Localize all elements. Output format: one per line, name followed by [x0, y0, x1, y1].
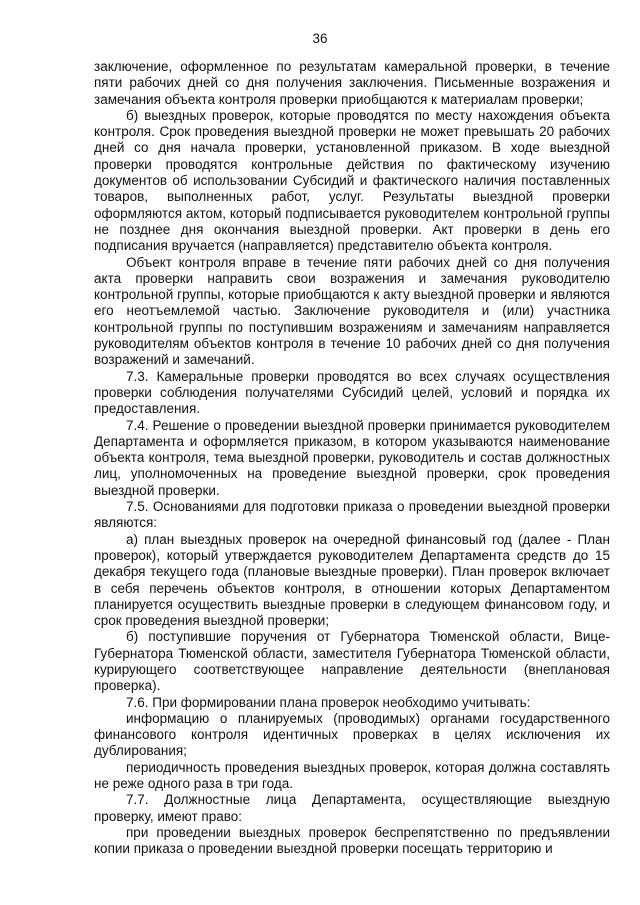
document-body: [94, 59, 610, 858]
paragraph: 7.6. При формировании плана проверок необходимо учитывать:: [126, 694, 531, 710]
paragraph: 7.3. Камеральные проверки проводятся во всех случаях осуществления проверки соблюдения получателями Субсидий целей, условий и порядка их предоставления.: [94, 368, 610, 417]
page-number: 36: [312, 31, 328, 46]
paragraph: 7.4. Решение о проведении выездной проверки принимается руководителем Департамента и оформляется приказом, в котором указываются наименование объекта контроля, тема выездной проверки, руководитель и состав должностных лиц, уполномоченных на проведение выездной проверки, срок проведения выездной проверки.: [94, 417, 610, 498]
paragraph: 7.5. Основаниями для подготовки приказа о проведении выездной проверки являются:: [94, 499, 610, 531]
paragraph: а) план выездных проверок на очередной финансовый год (далее - План проверок), который утверждается руководителем Департамента средств до 15 декабря текущего года (плановые выездные проверки). План проверок включает в себя перечень объектов контроля, в отношении которых Департаментом планируется осуществить выездные проверки в следующем финансовом году, и срок проведения выездной проверки;: [94, 531, 610, 629]
paragraph: 7.7. Должностные лица Департамента, осуществляющие выездную проверку, имеют право:: [94, 792, 610, 824]
paragraph: при проведении выездных проверок беспрепятственно по предъявлении копии приказа о проведении выездной проверки посещать территорию и: [94, 824, 610, 857]
paragraph: информацию о планируемых (проводимых) органами государственного финансового контроля идентичных проверках в целях исключения их дублирования;: [94, 710, 610, 759]
paragraph: б) выездных проверок, которые проводятся по месту нахождения объекта контроля. Срок проведения выездной проверки не может превышать 20 рабочих дней со дня начала проверки, установленной приказом. В ходе выездной проверки проводятся контрольные действия по фактическому изучению документов об использовании Субсидий и фактического наличия поставленных товаров, выполненных работ, услуг. Результаты выездной проверки оформляются актом, который подписывается руководителем контрольной группы не позднее дня окончания выездной проверки. Акт проверки в день его подписания вручается (направляется) представителю объекта контроля.: [94, 107, 610, 254]
paragraph: заключение, оформленное по результатам камеральной проверки, в течение пяти рабочих дней со дня получения заключения. Письменные возражения и замечания объекта контроля проверки приобщаются к материалам проверки;: [94, 59, 610, 107]
paragraph: Объект контроля вправе в течение пяти рабочих дней со дня получения акта проверки направить свои возражения и замечания руководителю контрольной группы, которые приобщаются к акту выездной проверки и являются его неотъемлемой частью. Заключение руководителя и (или) участника контрольной группы по поступившим возражениям и замечаниям направляется руководителям объектов контроля в течение 10 рабочих дней со дня получения возражений и замечаний.: [94, 254, 610, 368]
paragraph: б) поступившие поручения от Губернатора Тюменской области, Вице-Губернатора Тюменской области, заместителя Губернатора Тюменской области, курирующего соответствующее направление деятельности (внеплановая проверка).: [94, 629, 610, 694]
paragraph: периодичность проведения выездных проверок, которая должна составлять не реже одного раза в три года.: [94, 759, 610, 792]
